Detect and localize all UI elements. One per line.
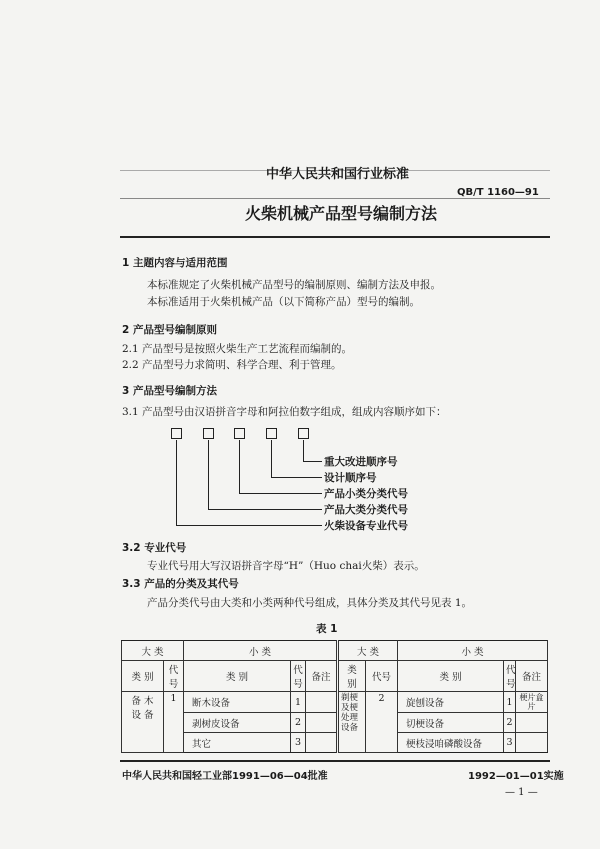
header-code: 代号 bbox=[366, 661, 398, 692]
code-box bbox=[171, 428, 182, 439]
paragraph: 本标准适用于火柴机械产品（以下简称产品）型号的编制。 bbox=[147, 296, 420, 308]
classification-table bbox=[121, 640, 548, 753]
diagram-label: 产品小类分类代号 bbox=[324, 488, 408, 500]
code-box bbox=[203, 428, 214, 439]
minor-category: 其它 bbox=[184, 733, 291, 753]
header-code: 代号 bbox=[291, 661, 306, 692]
table-row bbox=[122, 713, 548, 733]
section-3-3-heading: 3.3 产品的分类及其代号 bbox=[122, 578, 239, 590]
paragraph: 3.1 产品型号由汉语拼音字母和阿拉伯数字组成，组成内容顺序如下： bbox=[122, 406, 447, 418]
minor-code: 2 bbox=[504, 713, 516, 733]
header-code: 代号 bbox=[504, 661, 516, 692]
paragraph: 专业代号用大写汉语拼音字母“H”（Huo chai火柴）表示。 bbox=[147, 560, 425, 572]
minor-category: 剥树皮设备 bbox=[184, 713, 291, 733]
minor-code: 3 bbox=[504, 733, 516, 753]
approval-text: 中华人民共和国轻工业部1991—06—04批准 bbox=[122, 771, 328, 782]
section-2-heading: 2 产品型号编制原则 bbox=[122, 324, 217, 336]
major-category: 备 木 设 备 bbox=[122, 692, 164, 753]
note bbox=[306, 733, 338, 753]
header-category: 类 别 bbox=[398, 661, 504, 692]
note bbox=[306, 692, 338, 713]
table-row bbox=[122, 733, 548, 753]
minor-code: 1 bbox=[504, 692, 516, 713]
header-category: 类 别 bbox=[184, 661, 291, 692]
code-box bbox=[298, 428, 309, 439]
section-3-2-heading: 3.2 专业代号 bbox=[122, 542, 187, 554]
paragraph: 本标准规定了火柴机械产品型号的编制原则、编制方法及申报。 bbox=[147, 279, 441, 291]
header-category: 类 别 bbox=[338, 661, 366, 692]
diagram-label: 火柴设备专业代号 bbox=[324, 520, 408, 532]
title-rule bbox=[120, 236, 550, 238]
minor-category: 切梗设备 bbox=[398, 713, 504, 733]
document-title: 火柴机械产品型号编制方法 bbox=[245, 204, 438, 223]
header-code: 代号 bbox=[164, 661, 184, 692]
header-minor: 小 类 bbox=[184, 641, 338, 661]
minor-code: 1 bbox=[291, 692, 306, 713]
diagram-label: 产品大类分类代号 bbox=[324, 504, 408, 516]
effective-date: 1992—01—01实施 bbox=[468, 771, 564, 782]
note bbox=[516, 713, 548, 733]
diagram-label: 重大改进顺序号 bbox=[324, 456, 398, 468]
header-category: 类 别 bbox=[122, 661, 164, 692]
header-note: 备注 bbox=[516, 661, 548, 692]
note bbox=[516, 733, 548, 753]
org-title: 中华人民共和国行业标准 bbox=[266, 167, 410, 182]
standard-number: QB/T 1160—91 bbox=[457, 187, 539, 198]
section-3-heading: 3 产品型号编制方法 bbox=[122, 385, 217, 397]
header-minor: 小 类 bbox=[398, 641, 548, 661]
major-category: 剃梗及梗处理设备 bbox=[338, 692, 366, 753]
minor-code: 3 bbox=[291, 733, 306, 753]
page-number: — 1 — bbox=[505, 787, 538, 798]
major-code: 2 bbox=[366, 692, 398, 753]
header-major: 大 类 bbox=[122, 641, 184, 661]
paragraph: 2.2 产品型号力求简明、科学合理、利于管理。 bbox=[122, 359, 342, 371]
section-1-heading: 1 主题内容与适用范围 bbox=[122, 257, 228, 269]
table-row bbox=[122, 692, 548, 713]
minor-category: 旋刨设备 bbox=[398, 692, 504, 713]
major-code: 1 bbox=[164, 692, 184, 753]
header-note: 备注 bbox=[306, 661, 338, 692]
paragraph: 2.1 产品型号是按照火柴生产工艺流程而编制的。 bbox=[122, 343, 353, 355]
minor-category: 梗枝浸咱磷酸设备 bbox=[398, 733, 504, 753]
table-caption: 表 1 bbox=[316, 623, 338, 635]
note bbox=[306, 713, 338, 733]
code-box bbox=[234, 428, 245, 439]
footer-rule bbox=[120, 760, 550, 762]
divider bbox=[120, 198, 550, 199]
code-box bbox=[266, 428, 277, 439]
header-major: 大 类 bbox=[338, 641, 398, 661]
paragraph: 产品分类代号由大类和小类两种代号组成，具体分类及其代号见表 1。 bbox=[147, 597, 473, 609]
minor-code: 2 bbox=[291, 713, 306, 733]
minor-category: 断木设备 bbox=[184, 692, 291, 713]
note: 梗片盒片 bbox=[516, 692, 548, 713]
diagram-label: 设计顺序号 bbox=[324, 472, 377, 484]
